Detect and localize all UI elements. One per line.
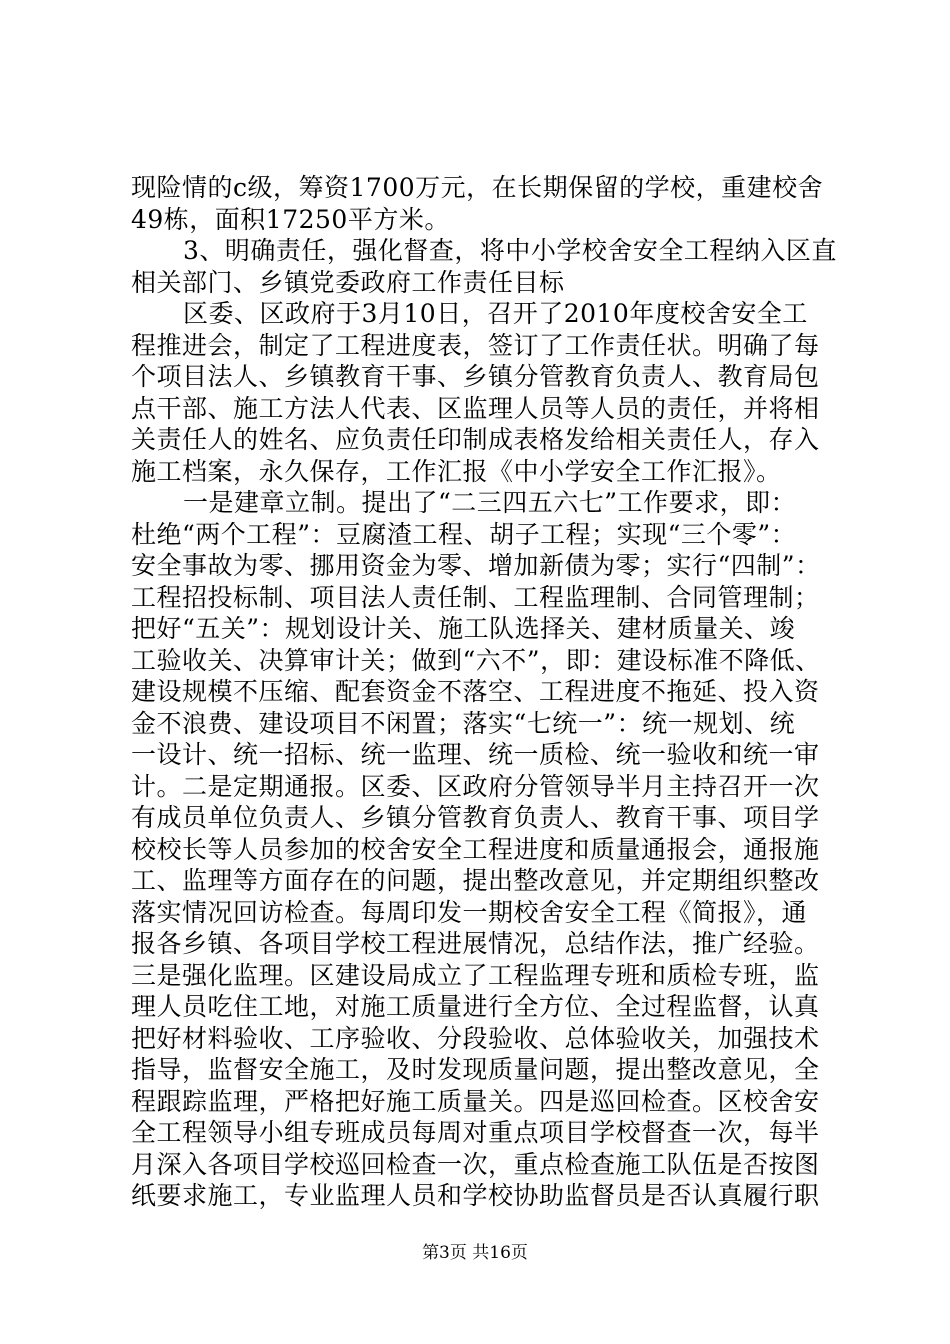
text-line: 工、监理等方面存在的问题，提出整改意见，并定期组织整改 [131,866,820,895]
text-line: 金不浪费、建设项目不闲置；落实“七统一”：统一规划、统 [131,708,796,738]
text-line: 点干部、施工方法人代表、区监理人员等人员的责任，并将相 [131,393,820,423]
text-line: 杜绝“两个工程”：豆腐渣工程、胡子工程；实现“三个零”： [131,519,797,549]
text-line: 程跟踪监理，严格把好施工质量关。四是巡回检查。区校舍安 [131,1086,820,1116]
text-line: 工验收关、决算审计关；做到“六不”，即：建设标准不降低、 [131,645,821,675]
text-line: 一设计、统一招标、统一监理、统一质检、统一验收和统一审 [131,740,820,769]
text-line: 指导，监督安全施工，及时发现质量问题，提出整改意见，全 [131,1055,820,1084]
text-line: 工程招投标制、项目法人责任制、工程监理制、合同管理制； [131,582,820,612]
text-line: 有成员单位负责人、乡镇分管教育负责人、教育干事、项目学 [131,803,820,832]
text-line: 一是建章立制。提出了“二三四五六七”工作要求，即： [183,488,797,517]
text-line: 安全事故为零、挪用资金为零、增加新债为零；实行“四制”： [131,551,821,580]
text-line: 纸要求施工，专业监理人员和学校协助监督员是否认真履行职 [131,1181,820,1210]
text-line: 建设规模不压缩、配套资金不落空、工程进度不拖延、投入资 [131,677,820,706]
text-line: 关责任人的姓名、应负责任印制成表格发给相关责任人，存入 [131,425,820,454]
text-line: 校校长等人员参加的校舍安全工程进度和质量通报会，通报施 [131,834,820,864]
text-line: 理人员吃住工地，对施工质量进行全方位、全过程监督，认真 [131,992,820,1021]
text-line: 3、明确责任，强化督查，将中小学校舍安全工程纳入区直 [183,236,837,265]
text-line: 现险情的c级，筹资1700万元，在长期保留的学校，重建校舍 [131,173,824,202]
text-line: 落实情况回访检查。每周印发一期校舍安全工程《简报》，通 [131,897,808,927]
page-footer: 第3页 共16页 [422,1243,528,1263]
text-line: 三是强化监理。区建设局成立了工程监理专班和质检专班，监 [131,960,820,990]
text-line: 全工程领导小组专班成员每周对重点项目学校督查一次，每半 [131,1118,820,1147]
text-line: 把好材料验收、工序验收、分段验收、总体验收关，加强技术 [131,1023,820,1053]
text-line: 程推进会，制定了工程进度表，签订了工作责任状。明确了每 [131,330,820,360]
text-line: 个项目法人、乡镇教育干事、乡镇分管教育负责人、教育局包 [131,362,820,391]
text-line: 报各乡镇、各项目学校工程进展情况，总结作法，推广经验。 [131,929,820,958]
text-line: 相关部门、乡镇党委政府工作责任目标 [131,267,565,297]
text-line: 施工档案，永久保存，工作汇报《中小学安全工作汇报》。 [131,456,782,486]
text-line: 月深入各项目学校巡回检查一次，重点检查施工队伍是否按图 [131,1149,820,1179]
body-text [131,172,837,1212]
text-line: 49栋，面积17250平方米。 [131,204,450,234]
text-line: 区委、区政府于3月10日，召开了2010年度校舍安全工 [183,299,808,328]
text-line: 把好“五关”：规划设计关、施工队选择关、建材质量关、竣 [131,614,796,643]
text-line: 计。二是定期通报。区委、区政府分管领导半月主持召开一次 [131,771,820,801]
